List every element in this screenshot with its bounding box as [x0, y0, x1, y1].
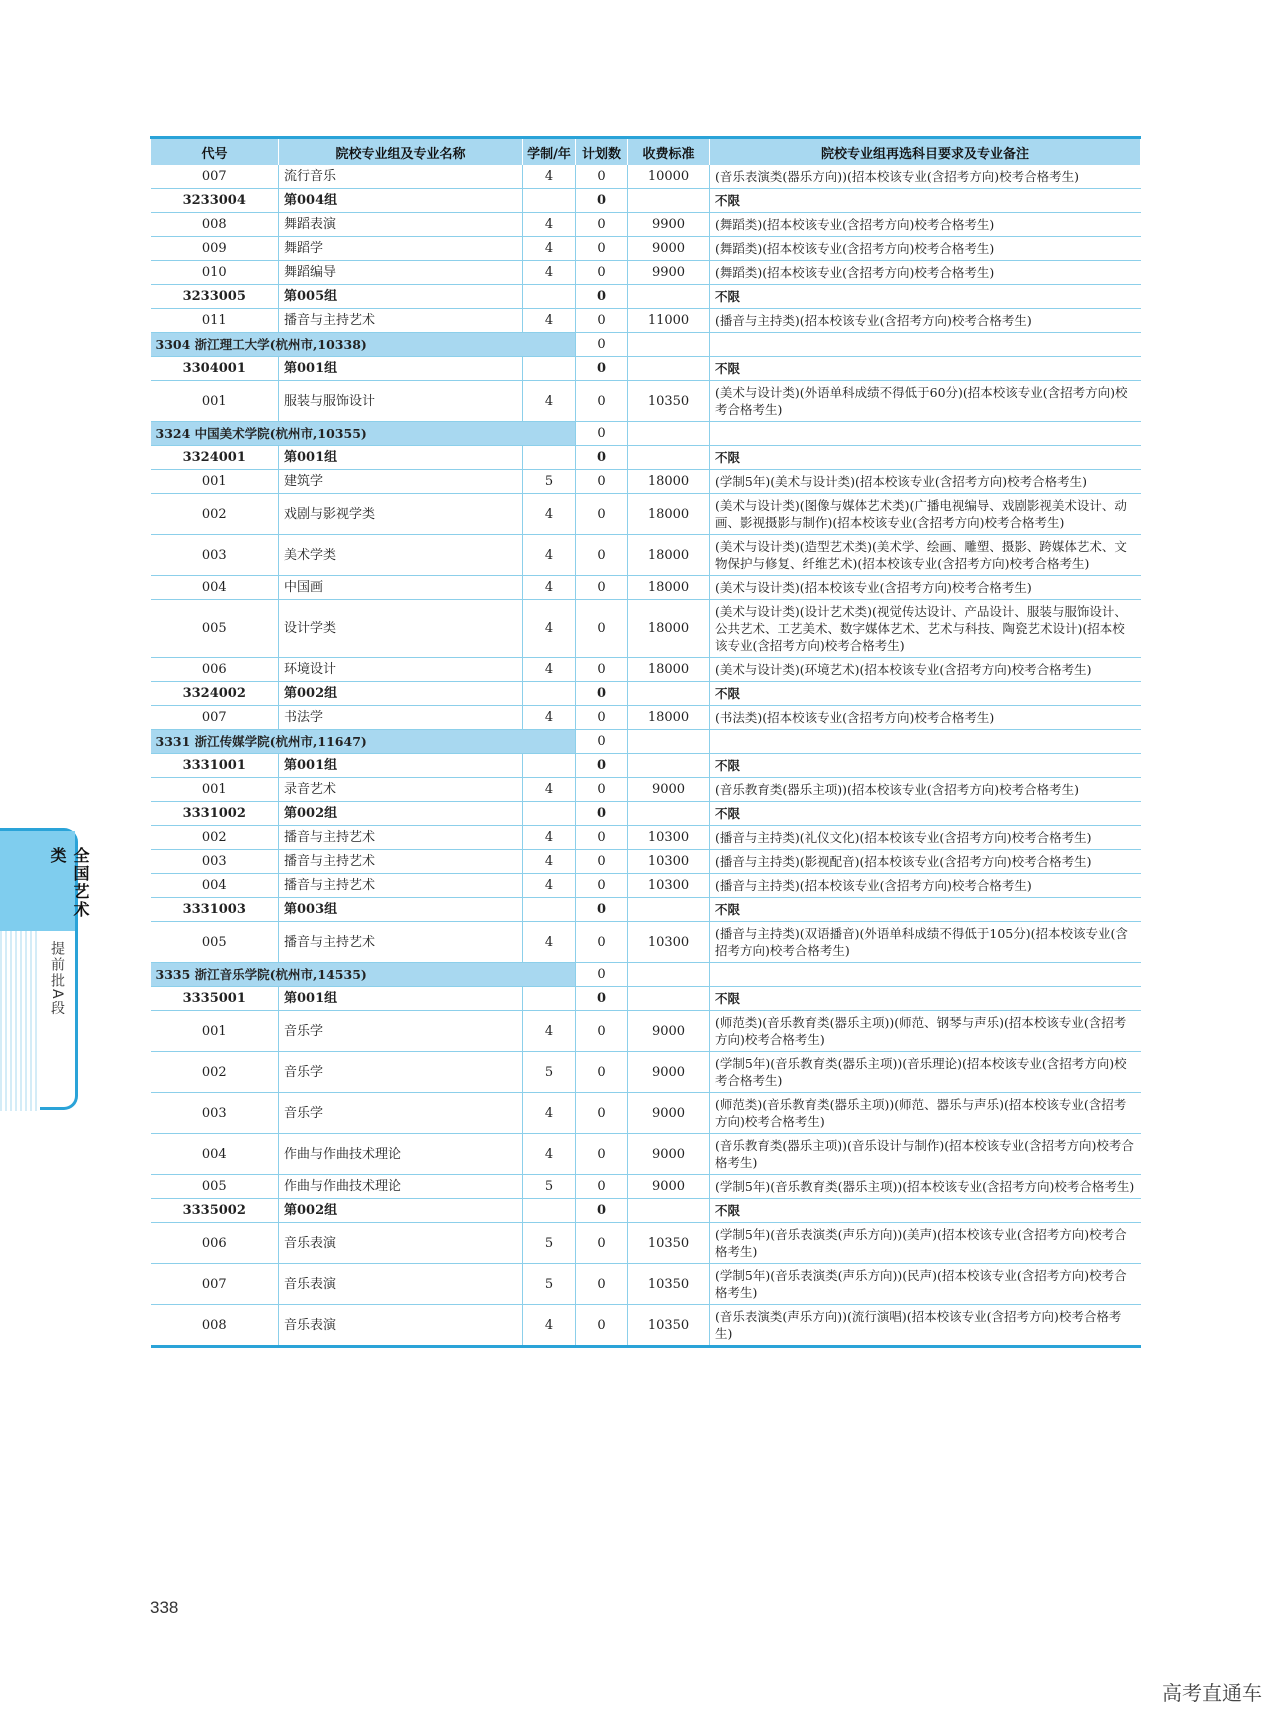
major-plan-count: 0 — [576, 261, 628, 285]
major-plan-count: 0 — [576, 1223, 628, 1264]
major-fee: 10000 — [628, 165, 710, 189]
header-fee: 收费标准 — [628, 138, 710, 166]
group-name: 第002组 — [279, 682, 523, 706]
major-row — [151, 576, 1141, 600]
major-fee: 10350 — [628, 1305, 710, 1347]
watermark: 高考直通车 — [1162, 1683, 1262, 1705]
major-name: 美术学类 — [279, 535, 523, 576]
group-code: 3335001 — [151, 987, 279, 1011]
group-fee — [628, 285, 710, 309]
major-years: 4 — [523, 826, 576, 850]
major-code: 001 — [151, 470, 279, 494]
major-years: 5 — [523, 1175, 576, 1199]
major-notes: (美术与设计类)(设计艺术类)(视觉传达设计、产品设计、服装与服饰设计、公共艺术、工艺美术、数字媒体艺术、艺术与科技、陶瓷艺术设计)(招本校该专业(含招考方向)校考合格考生) — [710, 600, 1141, 658]
major-plan-count: 0 — [576, 778, 628, 802]
major-row — [151, 237, 1141, 261]
school-row — [151, 333, 1141, 357]
major-name: 戏剧与影视学类 — [279, 494, 523, 535]
major-code: 004 — [151, 576, 279, 600]
group-fee — [628, 802, 710, 826]
major-row — [151, 213, 1141, 237]
major-name: 作曲与作曲技术理论 — [279, 1134, 523, 1175]
major-name: 环境设计 — [279, 658, 523, 682]
group-years — [523, 357, 576, 381]
side-tab-subtitle: 提前批A段 — [49, 941, 65, 1017]
major-name: 中国画 — [279, 576, 523, 600]
major-row — [151, 1223, 1141, 1264]
major-code: 003 — [151, 535, 279, 576]
major-row — [151, 850, 1141, 874]
major-years: 4 — [523, 600, 576, 658]
group-years — [523, 446, 576, 470]
major-notes: (音乐教育类(器乐主项))(招本校该专业(含招考方向)校考合格考生) — [710, 778, 1141, 802]
side-tab-stripes — [0, 931, 40, 1111]
group-fee — [628, 357, 710, 381]
major-row — [151, 922, 1141, 963]
major-code: 008 — [151, 213, 279, 237]
major-plan-count: 0 — [576, 922, 628, 963]
major-fee: 9000 — [628, 1134, 710, 1175]
group-name: 第002组 — [279, 1199, 523, 1223]
school-row — [151, 422, 1141, 446]
major-plan-count: 0 — [576, 826, 628, 850]
header-notes: 院校专业组再选科目要求及专业备注 — [710, 138, 1141, 166]
major-years: 5 — [523, 1052, 576, 1093]
group-requirement: 不限 — [710, 189, 1141, 213]
major-notes: (舞蹈类)(招本校该专业(含招考方向)校考合格考生) — [710, 213, 1141, 237]
major-code: 008 — [151, 1305, 279, 1347]
major-name: 舞蹈学 — [279, 237, 523, 261]
major-code: 004 — [151, 874, 279, 898]
major-fee: 9000 — [628, 1011, 710, 1052]
major-notes: (舞蹈类)(招本校该专业(含招考方向)校考合格考生) — [710, 237, 1141, 261]
major-fee: 9000 — [628, 1175, 710, 1199]
major-years: 5 — [523, 470, 576, 494]
header-plan: 计划数 — [576, 138, 628, 166]
major-row — [151, 261, 1141, 285]
major-name: 作曲与作曲技术理论 — [279, 1175, 523, 1199]
major-code: 005 — [151, 922, 279, 963]
group-plan-count: 0 — [576, 285, 628, 309]
school-note-empty — [710, 963, 1141, 987]
group-requirement: 不限 — [710, 285, 1141, 309]
group-name: 第001组 — [279, 987, 523, 1011]
major-name: 音乐表演 — [279, 1264, 523, 1305]
major-years: 4 — [523, 213, 576, 237]
group-years — [523, 754, 576, 778]
group-plan-count: 0 — [576, 802, 628, 826]
group-row — [151, 802, 1141, 826]
major-notes: (播音与主持类)(影视配音)(招本校该专业(含招考方向)校考合格考生) — [710, 850, 1141, 874]
group-plan-count: 0 — [576, 987, 628, 1011]
major-notes: (美术与设计类)(招本校该专业(含招考方向)校考合格考生) — [710, 576, 1141, 600]
major-row — [151, 826, 1141, 850]
major-code: 005 — [151, 1175, 279, 1199]
school-name: 3304 浙江理工大学(杭州市,10338) — [151, 333, 576, 357]
group-row — [151, 682, 1141, 706]
major-years: 4 — [523, 778, 576, 802]
school-row — [151, 730, 1141, 754]
major-plan-count: 0 — [576, 535, 628, 576]
school-row — [151, 963, 1141, 987]
table-header-row — [151, 138, 1141, 166]
major-code: 009 — [151, 237, 279, 261]
major-name: 播音与主持艺术 — [279, 309, 523, 333]
group-fee — [628, 682, 710, 706]
group-requirement: 不限 — [710, 987, 1141, 1011]
group-row — [151, 446, 1141, 470]
group-requirement: 不限 — [710, 898, 1141, 922]
major-years: 4 — [523, 658, 576, 682]
major-name: 舞蹈编导 — [279, 261, 523, 285]
group-years — [523, 285, 576, 309]
major-name: 设计学类 — [279, 600, 523, 658]
major-code: 010 — [151, 261, 279, 285]
major-name: 音乐学 — [279, 1093, 523, 1134]
school-fee-empty — [628, 333, 710, 357]
major-fee: 18000 — [628, 706, 710, 730]
major-plan-count: 0 — [576, 1052, 628, 1093]
major-code: 004 — [151, 1134, 279, 1175]
school-name: 3324 中国美术学院(杭州市,10355) — [151, 422, 576, 446]
major-code: 001 — [151, 1011, 279, 1052]
major-fee: 9900 — [628, 261, 710, 285]
major-notes: (播音与主持类)(礼仪文化)(招本校该专业(含招考方向)校考合格考生) — [710, 826, 1141, 850]
school-note-empty — [710, 333, 1141, 357]
major-years: 4 — [523, 850, 576, 874]
group-requirement: 不限 — [710, 357, 1141, 381]
header-code: 代号 — [151, 138, 279, 166]
major-row — [151, 1305, 1141, 1347]
major-plan-count: 0 — [576, 213, 628, 237]
major-notes: (美术与设计类)(图像与媒体艺术类)(广播电视编导、戏剧影视美术设计、动画、影视摄影与制作)(招本校该专业(含招考方向)校考合格考生) — [710, 494, 1141, 535]
group-row — [151, 357, 1141, 381]
group-code: 3233004 — [151, 189, 279, 213]
major-row — [151, 1175, 1141, 1199]
school-fee-empty — [628, 422, 710, 446]
school-fee-empty — [628, 730, 710, 754]
major-plan-count: 0 — [576, 600, 628, 658]
group-name: 第001组 — [279, 754, 523, 778]
major-name: 书法学 — [279, 706, 523, 730]
major-fee: 18000 — [628, 470, 710, 494]
major-notes: (书法类)(招本校该专业(含招考方向)校考合格考生) — [710, 706, 1141, 730]
school-plan-count: 0 — [576, 963, 628, 987]
major-fee: 10300 — [628, 874, 710, 898]
major-fee: 10350 — [628, 1223, 710, 1264]
major-plan-count: 0 — [576, 1175, 628, 1199]
major-years: 4 — [523, 309, 576, 333]
major-fee: 10350 — [628, 381, 710, 422]
major-years: 4 — [523, 1011, 576, 1052]
group-row — [151, 285, 1141, 309]
major-fee: 10300 — [628, 826, 710, 850]
major-row — [151, 1093, 1141, 1134]
major-code: 007 — [151, 1264, 279, 1305]
major-code: 002 — [151, 494, 279, 535]
major-name: 播音与主持艺术 — [279, 850, 523, 874]
group-name: 第001组 — [279, 446, 523, 470]
side-tab-title: 全国艺术类 — [48, 847, 90, 919]
school-note-empty — [710, 730, 1141, 754]
group-requirement: 不限 — [710, 754, 1141, 778]
major-years: 4 — [523, 706, 576, 730]
group-name: 第002组 — [279, 802, 523, 826]
group-plan-count: 0 — [576, 1199, 628, 1223]
major-fee: 18000 — [628, 600, 710, 658]
group-plan-count: 0 — [576, 357, 628, 381]
group-plan-count: 0 — [576, 898, 628, 922]
major-notes: (学制5年)(音乐教育类(器乐主项))(招本校该专业(含招考方向)校考合格考生) — [710, 1175, 1141, 1199]
group-requirement: 不限 — [710, 1199, 1141, 1223]
major-plan-count: 0 — [576, 470, 628, 494]
major-name: 舞蹈表演 — [279, 213, 523, 237]
group-plan-count: 0 — [576, 189, 628, 213]
group-code: 3324001 — [151, 446, 279, 470]
group-row — [151, 987, 1141, 1011]
major-notes: (师范类)(音乐教育类(器乐主项))(师范、钢琴与声乐)(招本校该专业(含招考方向)校考合格考生) — [710, 1011, 1141, 1052]
major-row — [151, 658, 1141, 682]
major-years: 4 — [523, 1134, 576, 1175]
group-plan-count: 0 — [576, 754, 628, 778]
major-years: 5 — [523, 1264, 576, 1305]
major-name: 服装与服饰设计 — [279, 381, 523, 422]
major-fee: 18000 — [628, 535, 710, 576]
major-fee: 9900 — [628, 213, 710, 237]
group-plan-count: 0 — [576, 446, 628, 470]
major-plan-count: 0 — [576, 706, 628, 730]
major-row — [151, 874, 1141, 898]
major-years: 4 — [523, 165, 576, 189]
side-tab-title-block — [0, 831, 90, 931]
major-plan-count: 0 — [576, 1305, 628, 1347]
group-requirement: 不限 — [710, 802, 1141, 826]
major-years: 4 — [523, 261, 576, 285]
group-fee — [628, 189, 710, 213]
major-fee: 9000 — [628, 237, 710, 261]
group-years — [523, 189, 576, 213]
group-fee — [628, 987, 710, 1011]
group-name: 第005组 — [279, 285, 523, 309]
major-years: 4 — [523, 1305, 576, 1347]
major-plan-count: 0 — [576, 874, 628, 898]
group-years — [523, 1199, 576, 1223]
major-plan-count: 0 — [576, 1264, 628, 1305]
major-row — [151, 494, 1141, 535]
major-fee: 10300 — [628, 922, 710, 963]
school-name: 3335 浙江音乐学院(杭州市,14535) — [151, 963, 576, 987]
major-code: 002 — [151, 826, 279, 850]
major-notes: (播音与主持类)(双语播音)(外语单科成绩不得低于105分)(招本校该专业(含招考方向)校考合格考生) — [710, 922, 1141, 963]
major-name: 音乐表演 — [279, 1223, 523, 1264]
major-row — [151, 600, 1141, 658]
major-name: 音乐表演 — [279, 1305, 523, 1347]
major-years: 4 — [523, 576, 576, 600]
group-code: 3304001 — [151, 357, 279, 381]
major-code: 001 — [151, 381, 279, 422]
section-side-tab — [0, 828, 90, 1110]
admission-plan-table — [150, 136, 1141, 1348]
major-row — [151, 1134, 1141, 1175]
major-row — [151, 381, 1141, 422]
major-notes: (美术与设计类)(造型艺术类)(美术学、绘画、雕塑、摄影、跨媒体艺术、文物保护与修复、纤维艺术)(招本校该专业(含招考方向)校考合格考生) — [710, 535, 1141, 576]
major-plan-count: 0 — [576, 1093, 628, 1134]
group-name: 第004组 — [279, 189, 523, 213]
major-years: 5 — [523, 1223, 576, 1264]
major-years: 4 — [523, 381, 576, 422]
major-row — [151, 1264, 1141, 1305]
group-code: 3324002 — [151, 682, 279, 706]
table-body — [151, 165, 1141, 1347]
major-row — [151, 309, 1141, 333]
major-fee: 18000 — [628, 658, 710, 682]
major-code: 002 — [151, 1052, 279, 1093]
major-notes: (学制5年)(音乐教育类(器乐主项))(音乐理论)(招本校该专业(含招考方向)校考合格考生) — [710, 1052, 1141, 1093]
major-years: 4 — [523, 494, 576, 535]
group-row — [151, 898, 1141, 922]
group-years — [523, 802, 576, 826]
school-plan-count: 0 — [576, 730, 628, 754]
major-fee: 10350 — [628, 1264, 710, 1305]
major-plan-count: 0 — [576, 658, 628, 682]
major-years: 4 — [523, 237, 576, 261]
group-code: 3331001 — [151, 754, 279, 778]
major-name: 播音与主持艺术 — [279, 826, 523, 850]
major-name: 录音艺术 — [279, 778, 523, 802]
group-code: 3233005 — [151, 285, 279, 309]
major-row — [151, 165, 1141, 189]
major-fee: 10300 — [628, 850, 710, 874]
major-code: 007 — [151, 706, 279, 730]
major-name: 播音与主持艺术 — [279, 874, 523, 898]
major-code: 006 — [151, 1223, 279, 1264]
major-name: 建筑学 — [279, 470, 523, 494]
header-name: 院校专业组及专业名称 — [279, 138, 523, 166]
group-plan-count: 0 — [576, 682, 628, 706]
major-years: 4 — [523, 922, 576, 963]
major-notes: (学制5年)(美术与设计类)(招本校该专业(含招考方向)校考合格考生) — [710, 470, 1141, 494]
group-row — [151, 754, 1141, 778]
group-fee — [628, 1199, 710, 1223]
major-code: 006 — [151, 658, 279, 682]
major-plan-count: 0 — [576, 1011, 628, 1052]
major-plan-count: 0 — [576, 850, 628, 874]
major-plan-count: 0 — [576, 494, 628, 535]
group-fee — [628, 446, 710, 470]
school-note-empty — [710, 422, 1141, 446]
major-fee: 18000 — [628, 494, 710, 535]
major-plan-count: 0 — [576, 309, 628, 333]
major-plan-count: 0 — [576, 1134, 628, 1175]
major-notes: (音乐教育类(器乐主项))(音乐设计与制作)(招本校该专业(含招考方向)校考合格考生) — [710, 1134, 1141, 1175]
major-notes: (美术与设计类)(环境艺术)(招本校该专业(含招考方向)校考合格考生) — [710, 658, 1141, 682]
major-notes: (播音与主持类)(招本校该专业(含招考方向)校考合格考生) — [710, 309, 1141, 333]
major-fee: 11000 — [628, 309, 710, 333]
major-years: 4 — [523, 1093, 576, 1134]
major-row — [151, 1011, 1141, 1052]
major-row — [151, 1052, 1141, 1093]
major-row — [151, 535, 1141, 576]
group-row — [151, 1199, 1141, 1223]
major-name: 音乐学 — [279, 1052, 523, 1093]
major-plan-count: 0 — [576, 576, 628, 600]
major-row — [151, 470, 1141, 494]
group-name: 第001组 — [279, 357, 523, 381]
major-plan-count: 0 — [576, 165, 628, 189]
group-years — [523, 898, 576, 922]
school-fee-empty — [628, 963, 710, 987]
major-notes: (舞蹈类)(招本校该专业(含招考方向)校考合格考生) — [710, 261, 1141, 285]
major-notes: (学制5年)(音乐表演类(声乐方向))(美声)(招本校该专业(含招考方向)校考合格考生) — [710, 1223, 1141, 1264]
group-code: 3331002 — [151, 802, 279, 826]
major-notes: (音乐表演类(器乐方向))(招本校该专业(含招考方向)校考合格考生) — [710, 165, 1141, 189]
page-number: 338 — [150, 1598, 179, 1617]
major-code: 005 — [151, 600, 279, 658]
major-years: 4 — [523, 874, 576, 898]
school-name: 3331 浙江传媒学院(杭州市,11647) — [151, 730, 576, 754]
header-years: 学制/年 — [523, 138, 576, 166]
major-notes: (音乐表演类(声乐方向))(流行演唱)(招本校该专业(含招考方向)校考合格考生) — [710, 1305, 1141, 1347]
major-row — [151, 706, 1141, 730]
group-name: 第003组 — [279, 898, 523, 922]
major-notes: (播音与主持类)(招本校该专业(含招考方向)校考合格考生) — [710, 874, 1141, 898]
major-notes: (学制5年)(音乐表演类(声乐方向))(民声)(招本校该专业(含招考方向)校考合格考生) — [710, 1264, 1141, 1305]
group-fee — [628, 898, 710, 922]
group-requirement: 不限 — [710, 446, 1141, 470]
major-fee: 9000 — [628, 1052, 710, 1093]
major-code: 011 — [151, 309, 279, 333]
major-row — [151, 778, 1141, 802]
major-code: 007 — [151, 165, 279, 189]
group-fee — [628, 754, 710, 778]
group-row — [151, 189, 1141, 213]
major-fee: 18000 — [628, 576, 710, 600]
major-notes: (师范类)(音乐教育类(器乐主项))(师范、器乐与声乐)(招本校该专业(含招考方向)校考合格考生) — [710, 1093, 1141, 1134]
group-code: 3335002 — [151, 1199, 279, 1223]
major-plan-count: 0 — [576, 381, 628, 422]
major-fee: 9000 — [628, 778, 710, 802]
school-plan-count: 0 — [576, 333, 628, 357]
group-years — [523, 987, 576, 1011]
major-name: 音乐学 — [279, 1011, 523, 1052]
major-code: 003 — [151, 1093, 279, 1134]
school-plan-count: 0 — [576, 422, 628, 446]
major-notes: (美术与设计类)(外语单科成绩不得低于60分)(招本校该专业(含招考方向)校考合格考生) — [710, 381, 1141, 422]
major-plan-count: 0 — [576, 237, 628, 261]
major-years: 4 — [523, 535, 576, 576]
major-code: 003 — [151, 850, 279, 874]
group-code: 3331003 — [151, 898, 279, 922]
group-years — [523, 682, 576, 706]
major-code: 001 — [151, 778, 279, 802]
group-requirement: 不限 — [710, 682, 1141, 706]
major-name: 流行音乐 — [279, 165, 523, 189]
major-fee: 9000 — [628, 1093, 710, 1134]
major-name: 播音与主持艺术 — [279, 922, 523, 963]
